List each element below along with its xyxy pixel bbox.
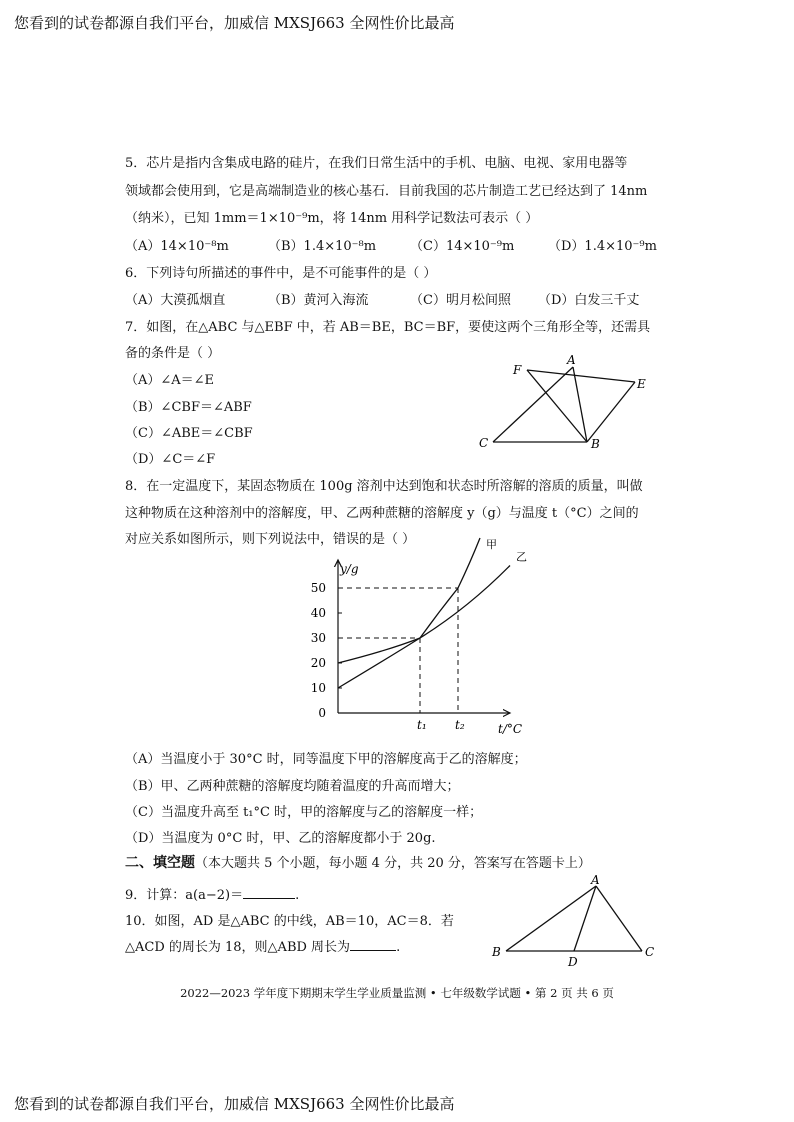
- y-tick-label-0: 0: [318, 706, 326, 720]
- q6-option-c: （C）明月松间照: [410, 293, 511, 308]
- q6-line-1: 6．下列诗句所描述的事件中，是不可能事件的是（ ）: [125, 266, 437, 281]
- bottom-banner: 您看到的试卷都源自我们平台，加威信 MXSJ663 全网性价比最高: [14, 1095, 455, 1113]
- section-2-heading: [125, 852, 591, 872]
- series-yi-label: 乙: [516, 550, 527, 564]
- q5-option-c: （C）14×10⁻⁹m: [410, 239, 515, 254]
- x-tick-label-2: t₂: [455, 718, 465, 732]
- segment-ba: [506, 886, 596, 951]
- series-jia-label: 甲: [486, 538, 497, 551]
- q5-line-2: 领域都会使用到，它是高端制造业的核心基石．目前我国的芯片制造工艺已经达到了 14nm: [125, 184, 648, 199]
- segment-ad: [574, 886, 596, 951]
- q10-triangle-figure: [488, 872, 663, 970]
- q7-line-2: 备的条件是（ ）: [125, 346, 221, 361]
- q10-line-1: 10．如图，AD 是△ABC 的中线，AB＝10，AC＝8．若: [125, 914, 454, 929]
- segment-ac: [493, 367, 573, 442]
- q10-end: .: [396, 940, 401, 955]
- label-b: B: [591, 437, 600, 451]
- q7-triangle-figure: [470, 350, 660, 455]
- q7-option-c: （C）∠ABE＝∠CBF: [125, 426, 253, 441]
- q9-end: .: [295, 888, 300, 903]
- segment-fe: [527, 370, 635, 382]
- q7-line-1: 7．如图，在△ABC 与△EBF 中，若 AB＝BE，BC＝BF，要使这两个三角形全等，还需具: [125, 320, 651, 335]
- q8-option-d: （D）当温度为 0°C 时，甲、乙的溶解度都小于 20g.: [125, 831, 436, 846]
- y-tick-label-30: 30: [310, 631, 326, 645]
- y-axis-label: y/g: [340, 562, 359, 576]
- series-jia-curve: [338, 538, 480, 688]
- q5-option-d: （D）1.4×10⁻⁹m: [548, 239, 657, 254]
- top-banner: 您看到的试卷都源自我们平台，加威信 MXSJ663 全网性价比最高: [14, 14, 455, 32]
- q9-text: 9．计算：a(a−2)＝: [125, 888, 244, 903]
- q8-line-3: 对应关系如图所示，则下列说法中，错误的是（ ）: [125, 532, 416, 547]
- y-tick-label-50: 50: [310, 581, 326, 595]
- q5-line-3: （纳米），已知 1mm＝1×10⁻⁹m，将 14nm 用科学记数法可表示（ ）: [125, 211, 539, 226]
- q6-option-d: （D）白发三千丈: [538, 293, 640, 308]
- y-tick-label-10: 10: [310, 681, 326, 695]
- q8-line-2: 这种物质在这种溶剂中的溶解度，甲、乙两种蔗糖的溶解度 y（g）与温度 t（°C）之间的: [125, 506, 639, 521]
- q8-line-1: 8．在一定温度下，某固态物质在 100g 溶剂中达到饱和状态时所溶解的溶质的质量，叫做: [125, 479, 643, 494]
- label-a: A: [567, 353, 576, 367]
- y-tick-label-40: 40: [310, 606, 326, 620]
- q8-option-c: （C）当温度升高至 t₁°C 时，甲的溶解度与乙的溶解度一样；: [125, 805, 483, 820]
- q6-option-b: （B）黄河入海流: [268, 293, 369, 308]
- q5-line-1: 5．芯片是指内含集成电路的硅片，在我们日常生活中的手机、电脑、电视、家用电器等: [125, 156, 628, 171]
- section-2-note: （本大题共 5 个小题，每小题 4 分，共 20 分，答案写在答题卡上）: [195, 856, 591, 871]
- page-footer: 2022—2023 学年度下期期末学生学业质量监测 • 七年级数学试题 • 第 2 页 共 6 页: [180, 986, 614, 1000]
- x-axis-label: t/°C: [498, 722, 523, 736]
- q7-option-a: （A）∠A＝∠E: [125, 373, 215, 388]
- q7-option-d: （D）∠C＝∠F: [125, 452, 216, 467]
- label-b: B: [492, 945, 501, 959]
- label-c: C: [479, 436, 489, 450]
- q8-option-b: （B）甲、乙两种蔗糖的溶解度均随着温度的升高而增大；: [125, 779, 460, 794]
- q5-option-a: （A）14×10⁻⁸m: [125, 239, 229, 254]
- q9-line: [125, 884, 299, 903]
- q9-answer-blank: [243, 886, 295, 899]
- segment-ab: [573, 367, 587, 442]
- q10-answer-blank: [350, 938, 396, 951]
- label-f: F: [513, 363, 522, 377]
- label-d: D: [568, 955, 578, 969]
- q8-option-a: （A）当温度小于 30°C 时，同等温度下甲的溶解度高于乙的溶解度；: [125, 752, 527, 767]
- x-tick-label-1: t₁: [417, 718, 427, 732]
- segment-ac: [596, 886, 642, 951]
- q10-text: △ACD 的周长为 18，则△ABD 周长为: [125, 940, 351, 955]
- segment-eb: [587, 382, 635, 442]
- label-c: C: [645, 945, 655, 959]
- segment-fb: [527, 370, 587, 442]
- label-a: A: [591, 873, 600, 887]
- solubility-chart: [300, 535, 560, 745]
- q5-option-b: （B）1.4×10⁻⁸m: [268, 239, 377, 254]
- series-yi-curve: [338, 566, 510, 664]
- q10-line-2: [125, 936, 400, 955]
- y-tick-label-20: 20: [310, 656, 326, 670]
- label-e: E: [637, 377, 646, 391]
- q6-option-a: （A）大漠孤烟直: [125, 293, 226, 308]
- q7-option-b: （B）∠CBF＝∠ABF: [125, 400, 252, 415]
- section-2-title: 二、填空题: [125, 855, 195, 871]
